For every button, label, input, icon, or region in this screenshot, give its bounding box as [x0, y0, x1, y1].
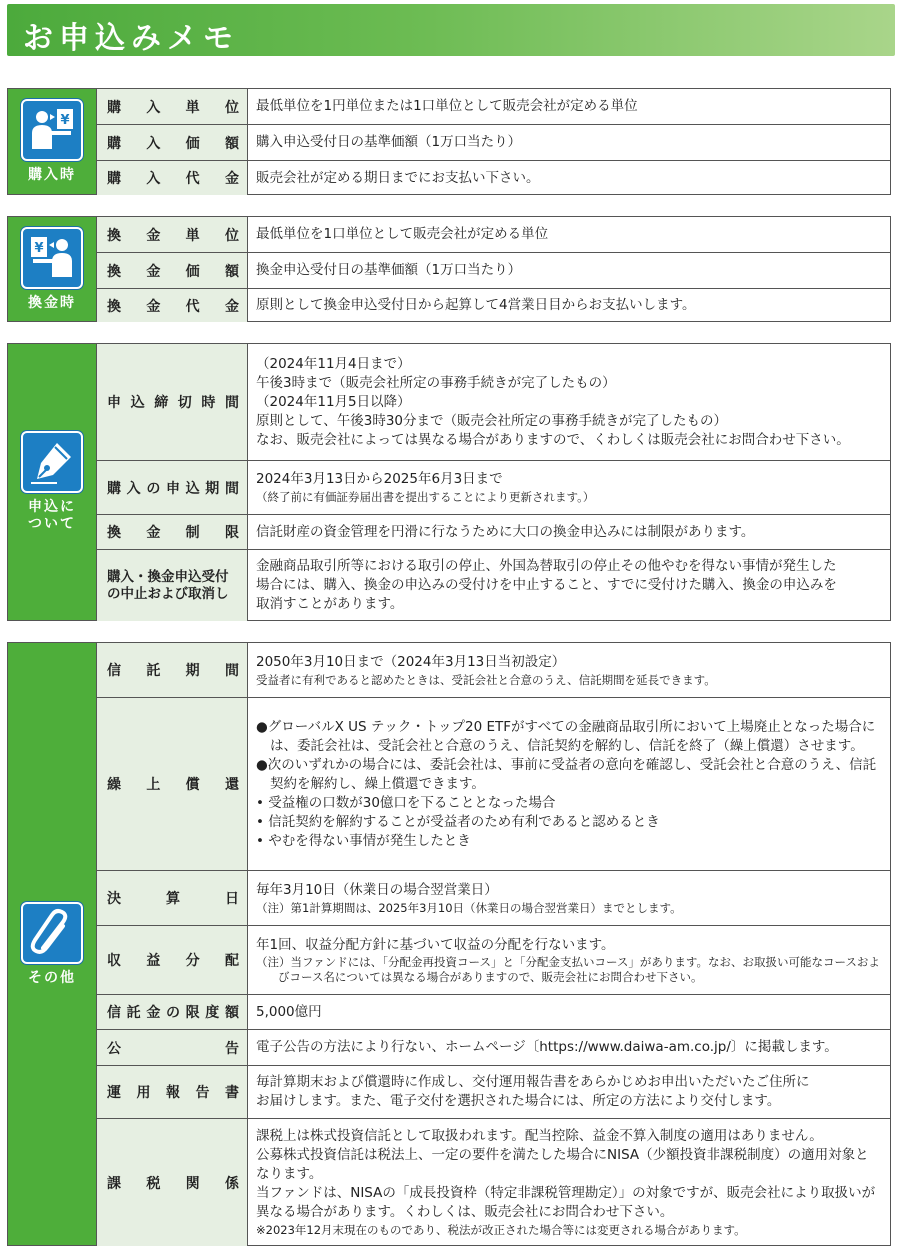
- row-value: 5,000億円: [256, 1003, 322, 1020]
- row-value: 原則として換金申込受付日から起算して4営業日目からお支払いします。: [256, 297, 696, 313]
- row-value-line: ●次のいずれかの場合には、委託会社は、事前に受益者の意向を確認し、受託会社と合意のうえ、信託契約を解約し、繰上償還できます。: [256, 756, 877, 792]
- row-value-line: ●グローバルX US テック・トップ20 ETFがすべての金融商品取引所において上場廃止となった場合には、委託会社は、受託会社と合意のうえ、信託契約を解約し、信託を終了（繰上償還）させます。: [256, 718, 876, 754]
- redeem-yen-icon: [21, 227, 83, 289]
- row-value-line: （2024年11月4日まで）: [256, 355, 411, 372]
- table-row: [96, 870, 890, 925]
- row-label: 購 入 単 位: [107, 99, 239, 116]
- table-row: [96, 288, 890, 322]
- table-row: [96, 160, 890, 195]
- row-label: 信 託 期 間: [107, 663, 239, 679]
- row-value: 最低単位を1円単位または1口単位として販売会社が定める単位: [256, 98, 638, 114]
- row-value: 電子公告の方法により行ない、ホームページ〔https://www.daiwa-am.co.jp/〕に掲載します。: [256, 1039, 838, 1055]
- row-label: 申 込 締 切 時 間: [107, 395, 239, 411]
- row-value-line: 年1回、収益分配方針に基づいて収益の分配を行ないます。: [256, 936, 615, 953]
- row-label: 購入・換金申込受付: [107, 568, 229, 585]
- row-value: 信託財産の資金管理を円滑に行なうために大口の換金申込みには制限があります。: [256, 523, 755, 540]
- paperclip-icon: [21, 902, 83, 964]
- row-value: 販売会社が定める期日までにお支払い下さい。: [256, 169, 540, 186]
- svg-text:¥: ¥: [60, 113, 70, 128]
- row-note: （終了前に有価証券届出書を提出することにより更新されます。）: [256, 490, 595, 504]
- row-value-line: 2024年3月13日から2025年6月3日まで: [256, 471, 503, 487]
- section-application: [7, 343, 891, 621]
- row-label: 収 益 分 配: [107, 953, 239, 969]
- row-note: （注）当ファンドには、「分配金再投資コース」と「分配金支払いコース」があります。なお、お取扱い可能なコースおよびコース名については異なる場合がありますので、販売会社にお問合わせ下さい。: [256, 954, 880, 984]
- row-label: 換 金 代 金: [107, 298, 239, 315]
- row-value-line: 公募株式投資信託は税法上、一定の要件を満たした場合にNISA（少額投資非課税制度）の適用対象となります。: [256, 1147, 869, 1182]
- row-label: 換 金 制 限: [107, 525, 239, 541]
- page-title: お申込みメモ: [23, 21, 239, 56]
- row-label: 決 算 日: [107, 891, 239, 907]
- row-value-line: 午後3時まで（販売会社所定の事務手続きが完了したもの）: [256, 374, 616, 391]
- section-side-label: その他: [28, 969, 76, 986]
- table-row: [96, 217, 890, 252]
- section-other: [7, 642, 891, 1246]
- table-row: [96, 460, 890, 514]
- table-row: [96, 89, 890, 124]
- row-value-line: なお、販売会社によっては異なる場合がありますので、くわしくは販売会社にお問合わせ下さい。: [256, 431, 850, 448]
- table-row: [96, 925, 890, 994]
- row-label: 課 税 関 係: [107, 1175, 239, 1192]
- row-value-line: 課税上は株式投資信託として取扱われます。配当控除、益金不算入制度の適用はありません。: [256, 1128, 823, 1144]
- table-row: [96, 252, 890, 288]
- row-value-line: 当ファンドは、NISAの「成長投資枠（特定非課税管理勘定）」の対象ですが、販売会社により取扱いが異なる場合があります。くわしくは、販売会社にお問合わせ下さい。: [256, 1185, 876, 1220]
- row-label: 換 金 価 額: [107, 263, 239, 280]
- row-label: 公 告: [107, 1040, 239, 1057]
- row-value-line: • やむを得ない事情が発生したとき: [256, 832, 471, 849]
- section-side-purchase: [8, 89, 96, 194]
- section-side-label: 購入時: [28, 167, 76, 183]
- row-value: 購入申込受付日の基準価額（1万口当たり）: [256, 134, 522, 150]
- row-label: 購 入 の 申 込 期 間: [107, 480, 239, 497]
- section-side-application: [8, 344, 96, 620]
- row-label: 購 入 代 金: [107, 171, 239, 187]
- row-label: の中止および取消し: [107, 585, 229, 602]
- table-row: [96, 994, 890, 1029]
- section-side-redemption: [8, 217, 96, 321]
- row-value-line: 金融商品取引所等における取引の停止、外国為替取引の停止その他やむを得ない事情が発生した: [256, 558, 837, 574]
- row-note: 受益者に有利であると認めたときは、受託会社と合意のうえ、信託期間を延長できます。: [256, 672, 716, 687]
- pen-nib-icon: [21, 431, 83, 493]
- table-row: [96, 697, 890, 870]
- row-label: 運 用 報 告 書: [107, 1085, 239, 1101]
- section-side-label: 換金時: [28, 294, 76, 311]
- row-value-line: • 信託契約を解約することが受益者のため有利であると認めるとき: [256, 813, 660, 830]
- section-side-label: ついて: [28, 516, 76, 532]
- table-row: [96, 1118, 890, 1246]
- row-value-line: 毎計算期末および償還時に作成し、交付運用報告書をあらかじめお申出いただいたご住所に: [256, 1074, 810, 1090]
- svg-text:¥: ¥: [34, 240, 44, 256]
- table-row: [96, 514, 890, 549]
- table-row: [96, 124, 890, 160]
- row-label: 購 入 価 額: [107, 135, 239, 152]
- row-value-line: • 受益権の口数が30億口を下ることとなった場合: [256, 794, 556, 811]
- row-value-line: 毎年3月10日（休業日の場合翌営業日）: [256, 881, 498, 898]
- row-note: （注）第1計算期間は、2025年3月10日（休業日の場合翌営業日）までとします。: [256, 900, 682, 915]
- row-value: 換金申込受付日の基準価額（1万口当たり）: [256, 262, 522, 278]
- row-value-line: 場合には、購入、換金の申込みの受付けを中止すること、すでに受付けた購入、換金の申込みを: [256, 577, 837, 593]
- section-purchase: [7, 88, 891, 195]
- table-row: [96, 1065, 890, 1118]
- section-side-label: 申込に: [28, 499, 76, 515]
- row-value-line: （2024年11月5日以降）: [256, 393, 411, 410]
- section-side-other: [8, 643, 96, 1245]
- section-redemption: [7, 216, 891, 322]
- row-value-line: お届けします。また、電子交付を選択された場合には、所定の方法により交付します。: [256, 1093, 781, 1109]
- row-value: 最低単位を1口単位として販売会社が定める単位: [256, 226, 549, 242]
- table-row: [96, 344, 890, 460]
- row-value-line: 2050年3月10日まで（2024年3月13日当初設定）: [256, 653, 566, 670]
- table-row: [96, 643, 890, 697]
- table-row: [96, 1029, 890, 1065]
- row-label: 信 託 金 の 限 度 額: [107, 1005, 239, 1021]
- row-value-line: 原則として、午後3時30分まで（販売会社所定の事務手続きが完了したもの）: [256, 412, 727, 429]
- row-label: 繰 上 償 還: [107, 777, 239, 793]
- row-value-line: 取消すことがあります。: [256, 596, 404, 612]
- row-note: ※2023年12月末現在のものであり、税法が改正された場合等には変更される場合があります。: [256, 1223, 746, 1237]
- buyer-yen-icon: [21, 99, 83, 161]
- table-row: [96, 549, 890, 621]
- page-title-bar: [7, 4, 895, 56]
- row-label: 換 金 単 位: [107, 227, 239, 244]
